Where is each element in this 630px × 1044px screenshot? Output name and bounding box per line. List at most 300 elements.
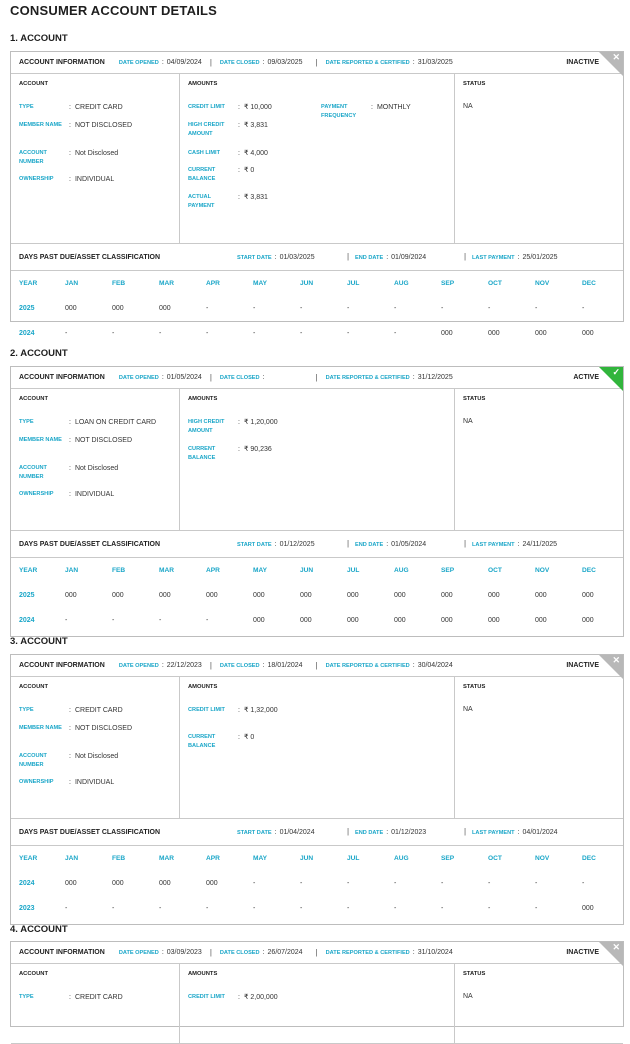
colon: : <box>69 725 71 732</box>
account-number <box>19 464 118 482</box>
end-date-label: END DATE <box>355 541 384 548</box>
month-header: FEB <box>112 855 126 862</box>
dpd-cell: - <box>206 305 209 312</box>
end-date-value: 01/09/2024 <box>391 254 427 261</box>
account-detail <box>11 677 623 819</box>
account-detail <box>11 74 623 244</box>
dpd-cell: - <box>441 305 444 312</box>
amount-row-label: CURRENT BALANCE <box>188 446 216 461</box>
account-info-heading: ACCOUNT INFORMATION <box>19 662 105 669</box>
amount-row-value: ₹ 4,000 <box>243 150 268 157</box>
account-info-bar <box>11 52 623 74</box>
separator: | <box>347 827 350 836</box>
dpd-cell: - <box>582 305 585 312</box>
last-payment-value: 25/01/2025 <box>522 254 558 261</box>
dpd-cell: - <box>394 330 397 337</box>
colon: : <box>412 59 415 66</box>
dpd-cell: 000 <box>488 592 500 599</box>
amounts-column <box>180 677 455 818</box>
type <box>19 993 123 1002</box>
account-heading: ACCOUNT <box>19 81 48 87</box>
amount-row-label: CURRENT BALANCE <box>188 734 216 749</box>
ownership-value: INDIVIDUAL <box>74 779 115 786</box>
year-header: YEAR <box>19 855 38 862</box>
account-card <box>10 366 624 637</box>
month-header: DEC <box>582 567 596 574</box>
amount-row <box>188 121 268 139</box>
dpd-cell: 000 <box>582 592 594 599</box>
end-date <box>355 254 426 261</box>
month-header: MAY <box>253 280 268 287</box>
dpd-cell: 000 <box>159 880 171 887</box>
dpd-cell: 000 <box>253 617 265 624</box>
month-header: OCT <box>488 280 502 287</box>
ownership <box>19 175 114 184</box>
month-header: JAN <box>65 567 79 574</box>
dpd-cell: 000 <box>535 617 547 624</box>
year-cell: 2025 <box>19 592 35 599</box>
colon: : <box>238 104 240 111</box>
member-name <box>19 436 132 445</box>
dpd-cell: 000 <box>159 592 171 599</box>
type-label: TYPE <box>19 994 34 1000</box>
dpd-cell: - <box>488 905 491 912</box>
status-heading: STATUS <box>463 971 486 977</box>
end-date <box>355 829 426 836</box>
type-value: CREDIT CARD <box>74 104 123 111</box>
date-opened-value: 01/05/2024 <box>166 374 202 381</box>
month-header: JAN <box>65 280 79 287</box>
date-opened-label: DATE OPENED <box>118 949 159 956</box>
colon: : <box>412 374 415 381</box>
account-detail <box>11 964 623 1044</box>
month-header: APR <box>206 855 220 862</box>
amount-row-label: HIGH CREDIT AMOUNT <box>188 419 225 434</box>
type-label: TYPE <box>19 419 34 425</box>
colon: : <box>69 122 71 129</box>
payment-frequency-value: MONTHLY <box>376 104 411 111</box>
status-value: NA <box>463 993 473 1000</box>
amount-row <box>188 418 278 436</box>
account-number-label: ACCOUNT NUMBER <box>19 150 47 165</box>
type <box>19 103 123 112</box>
colon: : <box>238 122 240 129</box>
dpd-cell: 000 <box>65 592 77 599</box>
type-value: CREDIT CARD <box>74 707 123 714</box>
account-status-flag: INACTIVE <box>566 949 599 956</box>
month-header: JUL <box>347 855 360 862</box>
dpd-cell: - <box>206 905 209 912</box>
month-header: JAN <box>65 855 79 862</box>
last-payment <box>472 254 558 261</box>
colon: : <box>238 194 240 201</box>
amounts-heading: AMOUNTS <box>188 396 218 402</box>
ownership-label: OWNERSHIP <box>19 779 54 785</box>
start-date-label: START DATE <box>237 254 272 261</box>
dpd-cell: 000 <box>394 592 406 599</box>
separator: | <box>209 948 212 957</box>
account-status-flag: INACTIVE <box>566 59 599 66</box>
dpd-cell: - <box>300 905 303 912</box>
date-closed-label: DATE CLOSED <box>219 59 260 66</box>
last-payment-value: 04/01/2024 <box>522 829 558 836</box>
month-header: NOV <box>535 280 550 287</box>
start-date-label: START DATE <box>237 541 272 548</box>
dpd-cell: 000 <box>112 592 124 599</box>
dpd-cell: - <box>253 880 256 887</box>
page-title: CONSUMER ACCOUNT DETAILS <box>10 3 218 18</box>
year-cell: 2025 <box>19 305 35 312</box>
dpd-cell: 000 <box>582 330 594 337</box>
dpd-cell: - <box>535 905 538 912</box>
ownership-value: INDIVIDUAL <box>74 176 115 183</box>
colon: : <box>517 829 520 836</box>
account-heading: ACCOUNT <box>19 971 48 977</box>
dpd-cell: - <box>394 880 397 887</box>
status-column <box>455 964 623 1043</box>
month-header: SEP <box>441 567 455 574</box>
member-name-value: NOT DISCLOSED <box>74 725 133 732</box>
dpd-cell: - <box>253 905 256 912</box>
status-value: NA <box>463 418 473 425</box>
colon: : <box>161 374 164 381</box>
year-cell: 2023 <box>19 905 35 912</box>
colon: : <box>69 465 71 472</box>
colon: : <box>412 662 415 669</box>
colon: : <box>161 662 164 669</box>
month-header: JUL <box>347 280 360 287</box>
month-header: DEC <box>582 855 596 862</box>
type <box>19 418 156 427</box>
account-number-label: ACCOUNT NUMBER <box>19 465 47 480</box>
dpd-cell: 000 <box>535 330 547 337</box>
date-opened-label: DATE OPENED <box>118 662 159 669</box>
colon: : <box>386 254 389 261</box>
month-header: SEP <box>441 855 455 862</box>
dpd-cell: - <box>159 905 162 912</box>
last-payment-label: LAST PAYMENT <box>472 541 515 548</box>
amount-row-value: ₹ 1,20,000 <box>243 419 278 426</box>
amounts-heading: AMOUNTS <box>188 81 218 87</box>
dpd-cell: - <box>488 305 491 312</box>
dpd-cell: - <box>300 305 303 312</box>
colon: : <box>238 167 240 174</box>
last-payment-label: LAST PAYMENT <box>472 829 515 836</box>
end-date <box>355 541 426 548</box>
dpd-cell: 000 <box>441 617 453 624</box>
account-number-value: Not Disclosed <box>74 753 119 760</box>
account-info-heading: ACCOUNT INFORMATION <box>19 949 105 956</box>
month-header: MAY <box>253 855 268 862</box>
year-cell: 2024 <box>19 880 35 887</box>
dpd-cell: - <box>300 880 303 887</box>
year-cell: 2024 <box>19 330 35 337</box>
colon: : <box>161 59 164 66</box>
month-header: JUN <box>300 280 314 287</box>
date-reported-label: DATE REPORTED & CERTIFIED <box>325 949 410 956</box>
account-info-heading: ACCOUNT INFORMATION <box>19 374 105 381</box>
dpd-cell: - <box>159 617 162 624</box>
account-status-flag: ACTIVE <box>573 374 599 381</box>
dpd-cell: 000 <box>441 330 453 337</box>
year-cell: 2024 <box>19 617 35 624</box>
date-closed-label: DATE CLOSED <box>219 949 260 956</box>
amount-row-value: ₹ 90,236 <box>243 446 272 453</box>
account-card <box>10 941 624 1027</box>
month-header: MAR <box>159 280 175 287</box>
dpd-heading: DAYS PAST DUE/ASSET CLASSIFICATION <box>19 540 161 548</box>
colon: : <box>69 753 71 760</box>
member-name <box>19 724 132 733</box>
dpd-grid <box>11 271 623 345</box>
dpd-cell: - <box>65 617 68 624</box>
section-title: 1. ACCOUNT <box>10 33 68 44</box>
colon: : <box>517 541 520 548</box>
dpd-cell: - <box>347 905 350 912</box>
dpd-cell: - <box>441 905 444 912</box>
dpd-cell: - <box>582 880 585 887</box>
last-payment-value: 24/11/2025 <box>522 541 558 548</box>
date-opened-value: 04/09/2024 <box>166 59 202 66</box>
month-header: JUN <box>300 855 314 862</box>
colon: : <box>262 374 265 381</box>
start-date-value: 01/04/2024 <box>279 829 315 836</box>
colon: : <box>262 59 265 66</box>
dpd-cell: - <box>206 617 209 624</box>
amount-row-value: ₹ 10,000 <box>243 104 272 111</box>
colon: : <box>238 734 240 741</box>
dpd-cell: - <box>347 305 350 312</box>
colon: : <box>517 254 520 261</box>
month-header: NOV <box>535 567 550 574</box>
separator: | <box>209 373 212 382</box>
colon: : <box>262 949 265 956</box>
dpd-cell: 000 <box>112 305 124 312</box>
dpd-cell: - <box>112 905 115 912</box>
status-heading: STATUS <box>463 396 486 402</box>
dpd-grid <box>11 846 623 920</box>
month-header: DEC <box>582 280 596 287</box>
amount-row-label: CREDIT LIMIT <box>188 707 225 713</box>
colon: : <box>386 541 389 548</box>
separator: | <box>464 827 467 836</box>
dpd-cell: 000 <box>394 617 406 624</box>
amount-row-label: CASH LIMIT <box>188 150 221 156</box>
amount-row-value: ₹ 2,00,000 <box>243 994 278 1001</box>
payment-frequency <box>321 103 411 121</box>
date-closed-value: 09/03/2025 <box>267 59 303 66</box>
dpd-cell: 000 <box>253 592 265 599</box>
dpd-cell: - <box>112 617 115 624</box>
colon: : <box>238 994 240 1001</box>
colon: : <box>412 949 415 956</box>
status-heading: STATUS <box>463 81 486 87</box>
account-card <box>10 51 624 337</box>
account-column <box>11 74 180 243</box>
dpd-cell: - <box>347 330 350 337</box>
type-value: LOAN ON CREDIT CARD <box>74 419 157 426</box>
start-date <box>237 254 315 261</box>
amount-row-label: HIGH CREDIT AMOUNT <box>188 122 225 137</box>
ownership <box>19 490 114 499</box>
account-info-bar <box>11 655 623 677</box>
amount-row-label: ACTUAL PAYMENT <box>188 194 215 209</box>
last-payment-label: LAST PAYMENT <box>472 254 515 261</box>
colon: : <box>386 829 389 836</box>
dpd-cell: - <box>441 880 444 887</box>
account-heading: ACCOUNT <box>19 684 48 690</box>
dpd-cell: - <box>394 305 397 312</box>
section-title: 2. ACCOUNT <box>10 348 68 359</box>
dpd-bar <box>11 531 623 558</box>
amount-row <box>188 733 254 751</box>
start-date <box>237 829 315 836</box>
member-name-label: MEMBER NAME <box>19 725 62 731</box>
separator: | <box>315 948 318 957</box>
date-reported-value: 31/10/2024 <box>417 949 453 956</box>
account-number <box>19 752 118 770</box>
amount-row-label: CREDIT LIMIT <box>188 104 225 110</box>
amount-row-value: ₹ 0 <box>243 734 255 741</box>
dpd-cell: 000 <box>441 592 453 599</box>
month-header: MAY <box>253 567 268 574</box>
amount-row-value: ₹ 1,32,000 <box>243 707 278 714</box>
account-info-bar <box>11 942 623 964</box>
month-header: JUL <box>347 567 360 574</box>
account-column <box>11 964 180 1043</box>
account-column <box>11 677 180 818</box>
colon: : <box>161 949 164 956</box>
check-icon: ✓ <box>612 367 620 377</box>
account-number-value: Not Disclosed <box>74 465 119 472</box>
month-header: FEB <box>112 567 126 574</box>
dpd-cell: - <box>253 305 256 312</box>
amount-row <box>188 149 268 158</box>
date-reported-label: DATE REPORTED & CERTIFIED <box>325 59 410 66</box>
amount-row <box>188 103 272 112</box>
type-label: TYPE <box>19 707 34 713</box>
amount-row <box>188 993 278 1002</box>
dpd-cell: 000 <box>347 592 359 599</box>
amounts-heading: AMOUNTS <box>188 684 218 690</box>
dpd-cell: 000 <box>488 617 500 624</box>
dpd-cell: 000 <box>206 880 218 887</box>
ownership <box>19 778 114 787</box>
account-number-value: Not Disclosed <box>74 150 119 157</box>
colon: : <box>69 176 71 183</box>
date-reported-label: DATE REPORTED & CERTIFIED <box>325 374 410 381</box>
dpd-cell: 000 <box>65 880 77 887</box>
month-header: SEP <box>441 280 455 287</box>
year-header: YEAR <box>19 567 38 574</box>
dpd-cell: - <box>253 330 256 337</box>
date-closed-label: DATE CLOSED <box>219 662 260 669</box>
colon: : <box>238 150 240 157</box>
date-opened-label: DATE OPENED <box>118 374 159 381</box>
dpd-cell: 000 <box>488 330 500 337</box>
dpd-grid <box>11 558 623 632</box>
separator: | <box>464 539 467 548</box>
amounts-column <box>180 964 455 1043</box>
amount-row <box>188 193 268 211</box>
dpd-cell: - <box>488 880 491 887</box>
dpd-cell: - <box>65 330 68 337</box>
dpd-cell: - <box>112 330 115 337</box>
amount-row <box>188 706 278 715</box>
ownership-value: INDIVIDUAL <box>74 491 115 498</box>
colon: : <box>238 419 240 426</box>
dpd-cell: 000 <box>300 617 312 624</box>
ownership-label: OWNERSHIP <box>19 491 54 497</box>
month-header: MAR <box>159 855 175 862</box>
section-title: 3. ACCOUNT <box>10 636 68 647</box>
dpd-heading: DAYS PAST DUE/ASSET CLASSIFICATION <box>19 828 161 836</box>
start-date-value: 01/12/2025 <box>279 541 315 548</box>
account-card <box>10 654 624 925</box>
amount-row-label: CREDIT LIMIT <box>188 994 225 1000</box>
colon: : <box>69 104 71 111</box>
month-header: MAR <box>159 567 175 574</box>
account-info-heading: ACCOUNT INFORMATION <box>19 59 105 66</box>
start-date-value: 01/03/2025 <box>279 254 315 261</box>
date-opened-value: 03/09/2023 <box>166 949 202 956</box>
date-opened-label: DATE OPENED <box>118 59 159 66</box>
colon: : <box>274 254 277 261</box>
member-name-label: MEMBER NAME <box>19 437 62 443</box>
account-column <box>11 389 180 530</box>
colon: : <box>69 994 71 1001</box>
colon: : <box>69 491 71 498</box>
account-number-label: ACCOUNT NUMBER <box>19 753 47 768</box>
separator: | <box>347 539 350 548</box>
colon: : <box>69 150 71 157</box>
colon: : <box>262 662 265 669</box>
colon: : <box>69 779 71 786</box>
month-header: OCT <box>488 855 502 862</box>
status-column <box>455 389 623 530</box>
colon: : <box>69 419 71 426</box>
amount-row <box>188 445 272 463</box>
account-status-flag: INACTIVE <box>566 662 599 669</box>
account-info-bar <box>11 367 623 389</box>
date-reported-value: 31/12/2025 <box>417 374 453 381</box>
close-icon: ✕ <box>612 655 620 665</box>
month-header: AUG <box>394 567 409 574</box>
close-icon: ✕ <box>612 52 620 62</box>
dpd-cell: - <box>159 330 162 337</box>
dpd-cell: - <box>535 305 538 312</box>
separator: | <box>315 58 318 67</box>
separator: | <box>347 252 350 261</box>
dpd-heading: DAYS PAST DUE/ASSET CLASSIFICATION <box>19 253 161 261</box>
amount-row-value: ₹ 0 <box>243 167 255 174</box>
dpd-cell: 000 <box>582 905 594 912</box>
status-value: NA <box>463 103 473 110</box>
separator: | <box>464 252 467 261</box>
date-reported-value: 31/03/2025 <box>417 59 453 66</box>
member-name <box>19 121 132 130</box>
close-icon: ✕ <box>612 942 620 952</box>
status-column <box>455 677 623 818</box>
end-date-label: END DATE <box>355 829 384 836</box>
date-opened-value: 22/12/2023 <box>166 662 202 669</box>
type <box>19 706 123 715</box>
amount-row-value: ₹ 3,831 <box>243 122 268 129</box>
section-title: 4. ACCOUNT <box>10 924 68 935</box>
dpd-bar <box>11 244 623 271</box>
colon: : <box>238 707 240 714</box>
end-date-label: END DATE <box>355 254 384 261</box>
